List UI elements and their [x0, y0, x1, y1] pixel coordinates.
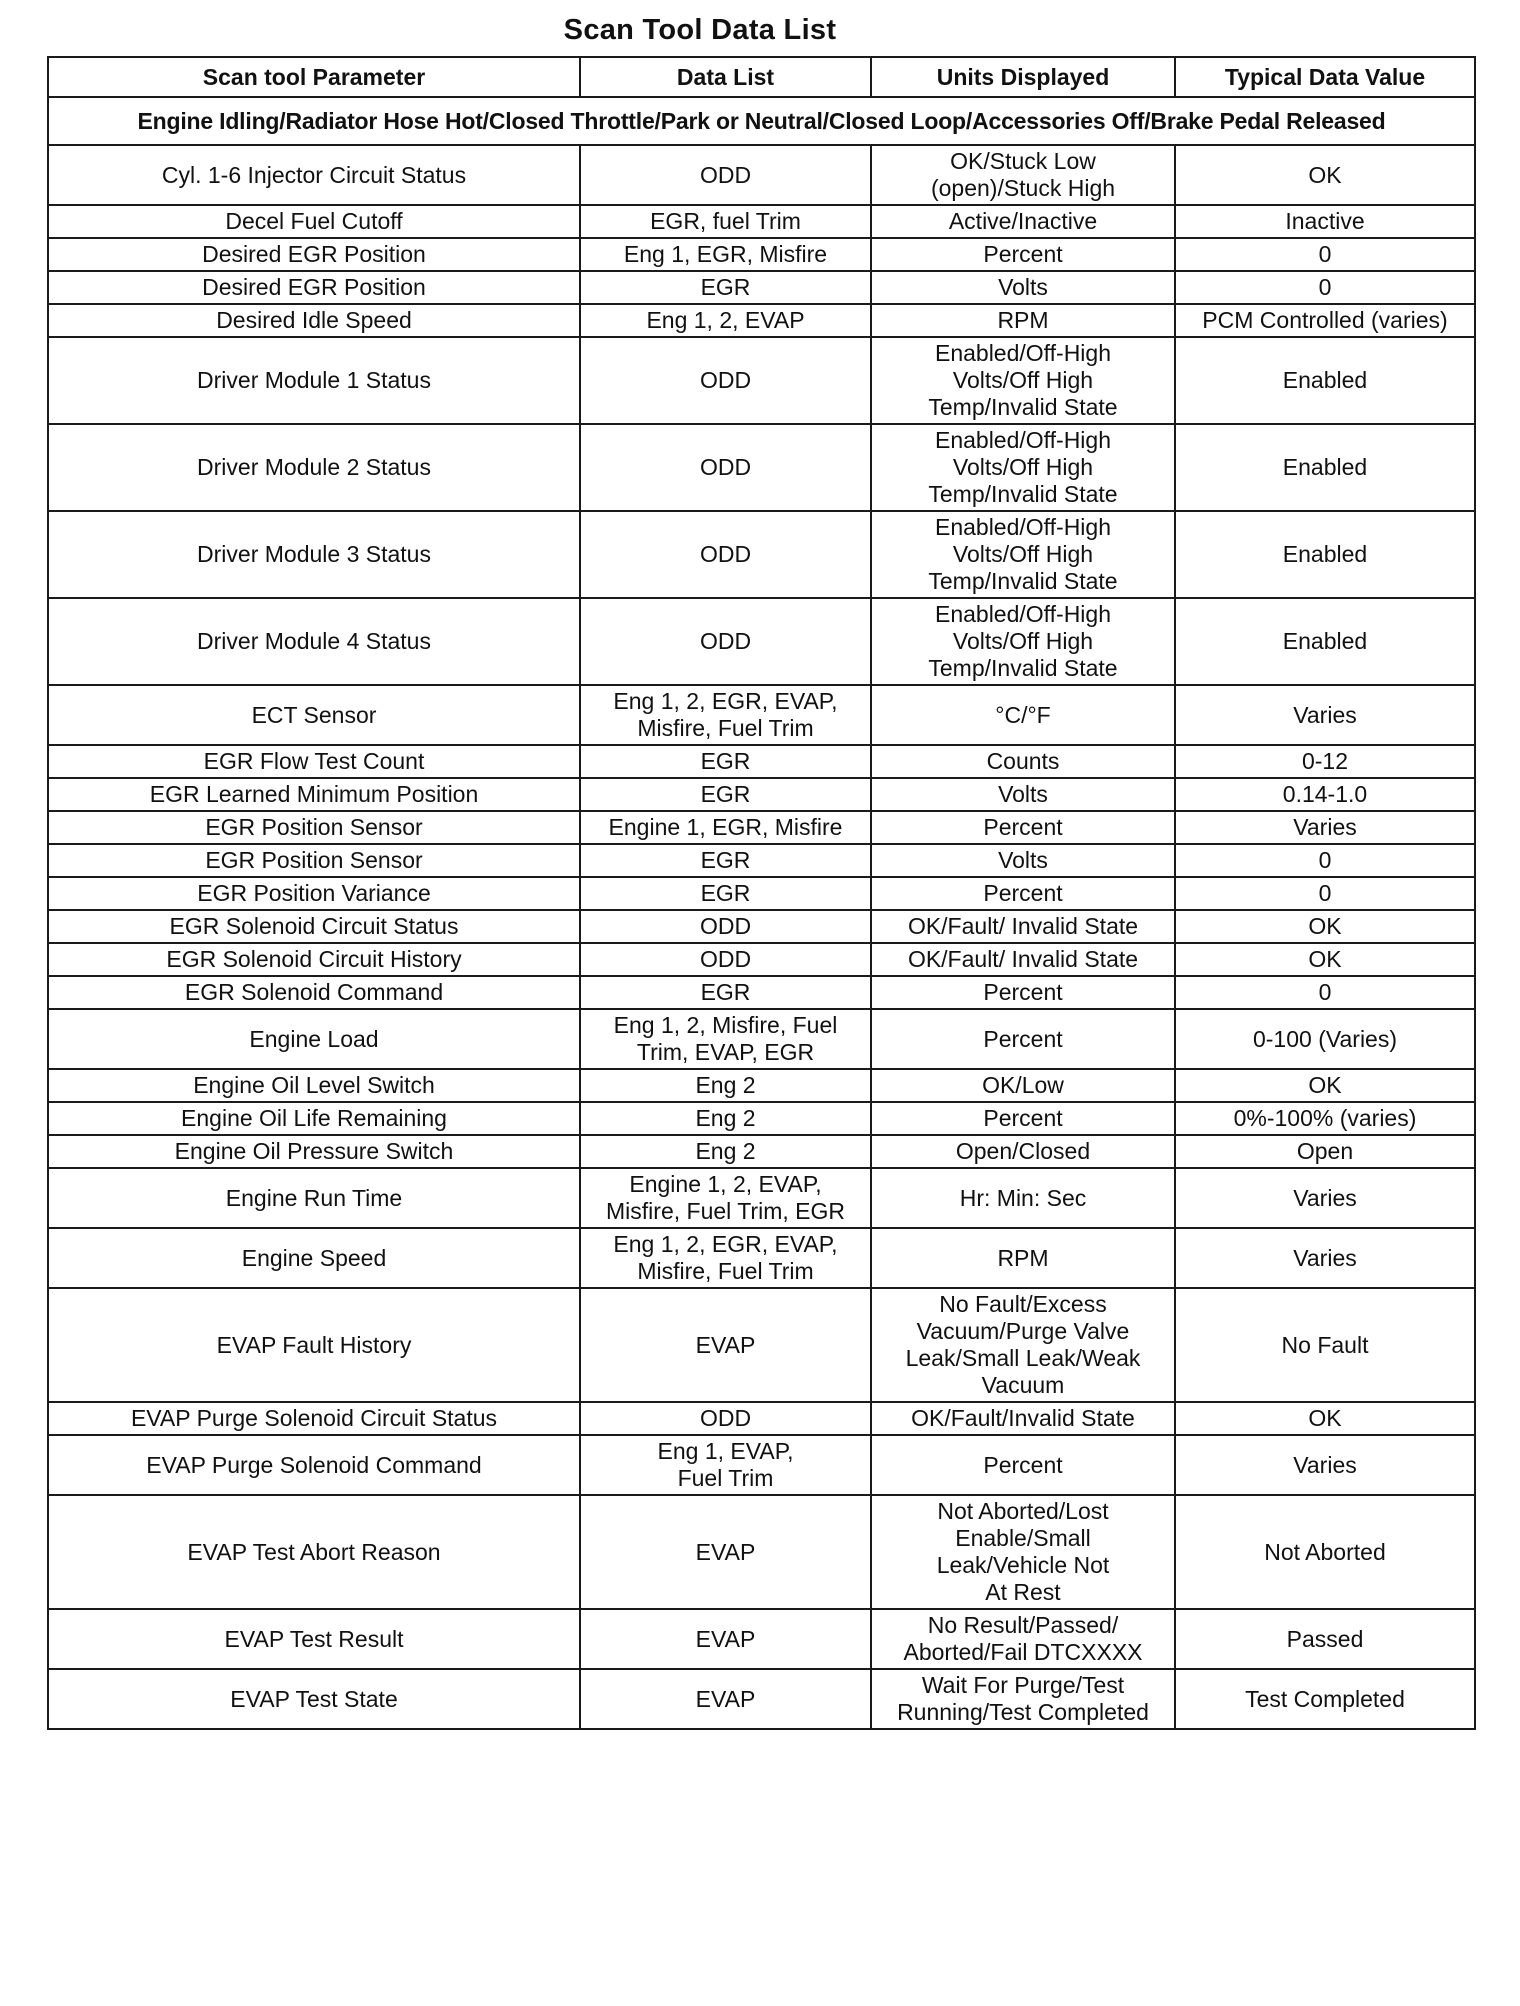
header-row: [48, 57, 1475, 97]
parameter-cell: EGR Solenoid Command: [48, 976, 580, 1009]
units-cell: Percent: [871, 1009, 1175, 1069]
units-cell: Percent: [871, 1435, 1175, 1495]
units-cell: OK/Fault/ Invalid State: [871, 943, 1175, 976]
data-list-cell: Eng 2: [580, 1102, 871, 1135]
table-row: [48, 1495, 1475, 1609]
typical-value-cell: Not Aborted: [1175, 1495, 1475, 1609]
table-row: [48, 1102, 1475, 1135]
condition-text: Engine Idling/Radiator Hose Hot/Closed Throttle/Park or Neutral/Closed Loop/Accessories Off/Brake Pedal Released: [48, 97, 1475, 145]
page-title: Scan Tool Data List: [563, 14, 837, 46]
parameter-cell: EGR Solenoid Circuit Status: [48, 910, 580, 943]
data-list-cell: Eng 1, 2, EGR, EVAP, Misfire, Fuel Trim: [580, 1228, 871, 1288]
parameter-cell: EGR Position Sensor: [48, 811, 580, 844]
table-row: [48, 1009, 1475, 1069]
table-row: [48, 1168, 1475, 1228]
parameter-cell: Cyl. 1-6 Injector Circuit Status: [48, 145, 580, 205]
table-row: [48, 1069, 1475, 1102]
data-list-cell: Eng 1, 2, EGR, EVAP, Misfire, Fuel Trim: [580, 685, 871, 745]
data-list-cell: ODD: [580, 424, 871, 511]
header-units: Units Displayed: [871, 57, 1175, 97]
data-list-cell: EVAP: [580, 1288, 871, 1402]
table-row: [48, 685, 1475, 745]
data-list-cell: ODD: [580, 145, 871, 205]
units-cell: Percent: [871, 1102, 1175, 1135]
data-list-cell: ODD: [580, 337, 871, 424]
parameter-cell: Driver Module 3 Status: [48, 511, 580, 598]
data-list-cell: Eng 1, 2, Misfire, Fuel Trim, EVAP, EGR: [580, 1009, 871, 1069]
data-list-cell: EVAP: [580, 1669, 871, 1729]
typical-value-cell: 0: [1175, 877, 1475, 910]
parameter-cell: Driver Module 2 Status: [48, 424, 580, 511]
typical-value-cell: No Fault: [1175, 1288, 1475, 1402]
typical-value-cell: PCM Controlled (varies): [1175, 304, 1475, 337]
table-row: [48, 424, 1475, 511]
table-row: [48, 1288, 1475, 1402]
data-list-cell: Eng 1, EVAP, Fuel Trim: [580, 1435, 871, 1495]
parameter-cell: Desired EGR Position: [48, 238, 580, 271]
typical-value-cell: OK: [1175, 1069, 1475, 1102]
parameter-cell: EVAP Purge Solenoid Command: [48, 1435, 580, 1495]
parameter-cell: Driver Module 4 Status: [48, 598, 580, 685]
parameter-cell: EVAP Purge Solenoid Circuit Status: [48, 1402, 580, 1435]
header-parameter: Scan tool Parameter: [48, 57, 580, 97]
table-row: [48, 1669, 1475, 1729]
units-cell: Percent: [871, 877, 1175, 910]
table-row: [48, 943, 1475, 976]
table-row: [48, 145, 1475, 205]
units-cell: Enabled/Off-High Volts/Off High Temp/Invalid State: [871, 337, 1175, 424]
typical-value-cell: 0: [1175, 976, 1475, 1009]
typical-value-cell: 0: [1175, 238, 1475, 271]
typical-value-cell: Varies: [1175, 811, 1475, 844]
typical-value-cell: Varies: [1175, 685, 1475, 745]
table-row: [48, 1609, 1475, 1669]
data-list-cell: ODD: [580, 943, 871, 976]
typical-value-cell: 0: [1175, 271, 1475, 304]
table-row: [48, 1435, 1475, 1495]
table-row: [48, 811, 1475, 844]
table-row: [48, 337, 1475, 424]
typical-value-cell: Enabled: [1175, 598, 1475, 685]
typical-value-cell: Varies: [1175, 1168, 1475, 1228]
parameter-cell: EGR Solenoid Circuit History: [48, 943, 580, 976]
data-list-cell: EGR: [580, 271, 871, 304]
data-list-cell: ODD: [580, 910, 871, 943]
typical-value-cell: OK: [1175, 943, 1475, 976]
units-cell: Enabled/Off-High Volts/Off High Temp/Invalid State: [871, 598, 1175, 685]
data-list-cell: ODD: [580, 1402, 871, 1435]
data-list-cell: EGR: [580, 877, 871, 910]
table-row: [48, 745, 1475, 778]
units-cell: Volts: [871, 778, 1175, 811]
units-cell: OK/Low: [871, 1069, 1175, 1102]
units-cell: Enabled/Off-High Volts/Off High Temp/Invalid State: [871, 424, 1175, 511]
data-list-cell: EGR: [580, 778, 871, 811]
typical-value-cell: Enabled: [1175, 424, 1475, 511]
typical-value-cell: 0.14-1.0: [1175, 778, 1475, 811]
table-row: [48, 205, 1475, 238]
parameter-cell: Engine Oil Life Remaining: [48, 1102, 580, 1135]
parameter-cell: Engine Load: [48, 1009, 580, 1069]
data-list-cell: EGR, fuel Trim: [580, 205, 871, 238]
parameter-cell: EVAP Test Result: [48, 1609, 580, 1669]
header-typical-value: Typical Data Value: [1175, 57, 1475, 97]
parameter-cell: Desired EGR Position: [48, 271, 580, 304]
table-row: [48, 778, 1475, 811]
data-list-cell: EVAP: [580, 1495, 871, 1609]
table-row: [48, 1135, 1475, 1168]
typical-value-cell: Varies: [1175, 1228, 1475, 1288]
typical-value-cell: 0-12: [1175, 745, 1475, 778]
units-cell: Wait For Purge/Test Running/Test Completed: [871, 1669, 1175, 1729]
units-cell: OK/Fault/ Invalid State: [871, 910, 1175, 943]
units-cell: OK/Fault/Invalid State: [871, 1402, 1175, 1435]
data-list-cell: Eng 2: [580, 1135, 871, 1168]
typical-value-cell: 0%-100% (varies): [1175, 1102, 1475, 1135]
parameter-cell: EVAP Test State: [48, 1669, 580, 1729]
parameter-cell: Engine Oil Level Switch: [48, 1069, 580, 1102]
condition-row: [48, 97, 1475, 145]
table-row: [48, 271, 1475, 304]
units-cell: Hr: Min: Sec: [871, 1168, 1175, 1228]
parameter-cell: Engine Speed: [48, 1228, 580, 1288]
data-list-cell: ODD: [580, 598, 871, 685]
data-list-cell: Engine 1, 2, EVAP, Misfire, Fuel Trim, EGR: [580, 1168, 871, 1228]
units-cell: Open/Closed: [871, 1135, 1175, 1168]
typical-value-cell: Test Completed: [1175, 1669, 1475, 1729]
data-list-cell: EGR: [580, 844, 871, 877]
units-cell: RPM: [871, 304, 1175, 337]
parameter-cell: Engine Oil Pressure Switch: [48, 1135, 580, 1168]
data-list-cell: EGR: [580, 976, 871, 1009]
data-list-cell: Eng 1, 2, EVAP: [580, 304, 871, 337]
units-cell: Counts: [871, 745, 1175, 778]
parameter-cell: Desired Idle Speed: [48, 304, 580, 337]
scan-tool-data-table: [47, 56, 1476, 1730]
table-row: [48, 844, 1475, 877]
data-list-cell: EVAP: [580, 1609, 871, 1669]
typical-value-cell: OK: [1175, 1402, 1475, 1435]
units-cell: Percent: [871, 811, 1175, 844]
table-row: [48, 877, 1475, 910]
typical-value-cell: Passed: [1175, 1609, 1475, 1669]
table-row: [48, 1228, 1475, 1288]
typical-value-cell: Inactive: [1175, 205, 1475, 238]
typical-value-cell: 0: [1175, 844, 1475, 877]
units-cell: Enabled/Off-High Volts/Off High Temp/Invalid State: [871, 511, 1175, 598]
data-list-cell: ODD: [580, 511, 871, 598]
table-body: [48, 97, 1475, 1729]
typical-value-cell: OK: [1175, 145, 1475, 205]
units-cell: Active/Inactive: [871, 205, 1175, 238]
table-row: [48, 511, 1475, 598]
typical-value-cell: OK: [1175, 910, 1475, 943]
parameter-cell: Engine Run Time: [48, 1168, 580, 1228]
table-row: [48, 304, 1475, 337]
typical-value-cell: 0-100 (Varies): [1175, 1009, 1475, 1069]
parameter-cell: ECT Sensor: [48, 685, 580, 745]
units-cell: No Result/Passed/ Aborted/Fail DTCXXXX: [871, 1609, 1175, 1669]
data-list-cell: Engine 1, EGR, Misfire: [580, 811, 871, 844]
parameter-cell: EGR Position Variance: [48, 877, 580, 910]
table-row: [48, 598, 1475, 685]
table-row: [48, 976, 1475, 1009]
units-cell: No Fault/Excess Vacuum/Purge Valve Leak/Small Leak/Weak Vacuum: [871, 1288, 1175, 1402]
units-cell: RPM: [871, 1228, 1175, 1288]
parameter-cell: EVAP Test Abort Reason: [48, 1495, 580, 1609]
typical-value-cell: Open: [1175, 1135, 1475, 1168]
parameter-cell: Decel Fuel Cutoff: [48, 205, 580, 238]
data-list-cell: Eng 1, EGR, Misfire: [580, 238, 871, 271]
parameter-cell: EGR Flow Test Count: [48, 745, 580, 778]
table-row: [48, 238, 1475, 271]
units-cell: OK/Stuck Low (open)/Stuck High: [871, 145, 1175, 205]
header-data-list: Data List: [580, 57, 871, 97]
data-list-cell: EGR: [580, 745, 871, 778]
parameter-cell: Driver Module 1 Status: [48, 337, 580, 424]
units-cell: Percent: [871, 976, 1175, 1009]
units-cell: Volts: [871, 844, 1175, 877]
typical-value-cell: Enabled: [1175, 337, 1475, 424]
parameter-cell: EGR Learned Minimum Position: [48, 778, 580, 811]
table-row: [48, 1402, 1475, 1435]
table-row: [48, 910, 1475, 943]
units-cell: °C/°F: [871, 685, 1175, 745]
typical-value-cell: Varies: [1175, 1435, 1475, 1495]
data-list-cell: Eng 2: [580, 1069, 871, 1102]
parameter-cell: EVAP Fault History: [48, 1288, 580, 1402]
units-cell: Not Aborted/Lost Enable/Small Leak/Vehicle Not At Rest: [871, 1495, 1175, 1609]
units-cell: Percent: [871, 238, 1175, 271]
typical-value-cell: Enabled: [1175, 511, 1475, 598]
units-cell: Volts: [871, 271, 1175, 304]
parameter-cell: EGR Position Sensor: [48, 844, 580, 877]
